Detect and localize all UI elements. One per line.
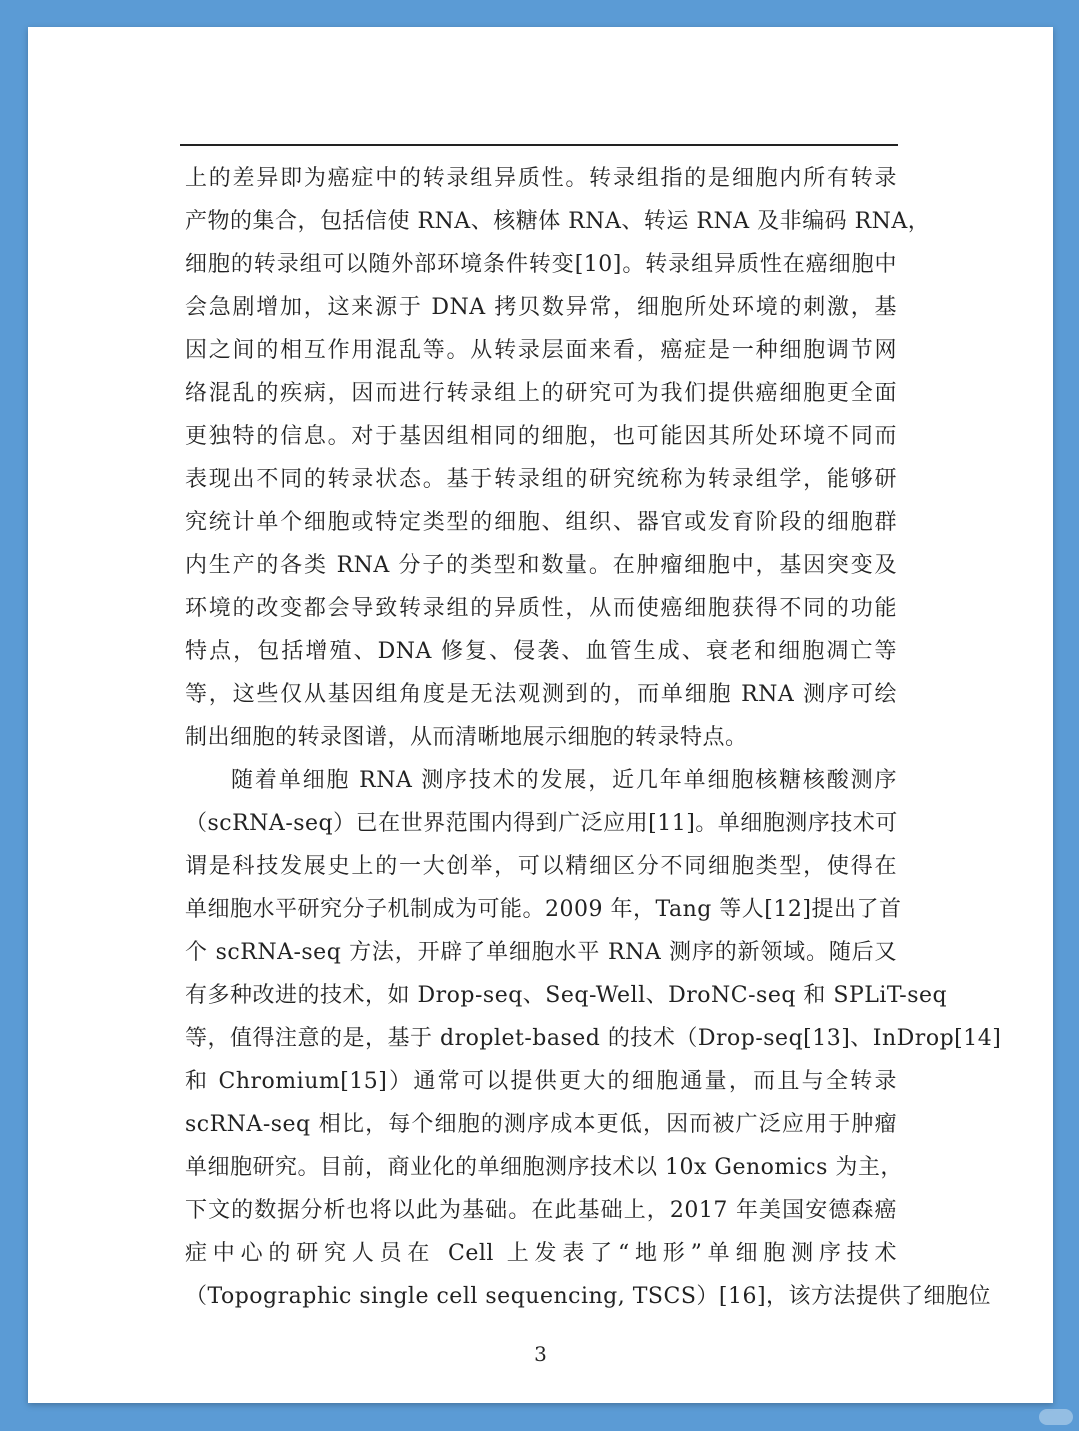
text-line: 特点，包括增殖、DNA 修复、侵袭、血管生成、衰老和细胞凋亡等 [185, 639, 897, 664]
text-line: 细胞的转录组可以随外部环境条件转变[10]。转录组异质性在癌细胞中 [185, 252, 897, 277]
document-page [28, 27, 1053, 1403]
text-line: 和 Chromium[15]）通常可以提供更大的细胞通量，而且与全转录 [185, 1069, 897, 1094]
text-line: 个 scRNA-seq 方法，开辟了单细胞水平 RNA 测序的新领域。随后又 [185, 940, 897, 965]
text-line: 因之间的相互作用混乱等。从转录层面来看，癌症是一种细胞调节网 [185, 338, 897, 363]
text-line: 上的差异即为癌症中的转录组异质性。转录组指的是细胞内所有转录 [185, 166, 897, 191]
text-line: 单细胞研究。目前，商业化的单细胞测序技术以 10x Genomics 为主， [185, 1155, 903, 1180]
text-line: 产物的集合，包括信使 RNA、核糖体 RNA、转运 RNA 及非编码 RNA， [185, 209, 931, 234]
text-line: 等，这些仅从基因组角度是无法观测到的，而单细胞 RNA 测序可绘 [185, 682, 897, 707]
text-line: 随着单细胞 RNA 测序技术的发展，近几年单细胞核糖核酸测序 [231, 768, 897, 793]
text-line: 会急剧增加，这来源于 DNA 拷贝数异常，细胞所处环境的刺激，基 [185, 295, 897, 320]
text-line: 究统计单个细胞或特定类型的细胞、组织、器官或发育阶段的细胞群 [185, 510, 897, 535]
text-line: 谓是科技发展史上的一大创举，可以精细区分不同细胞类型，使得在 [185, 854, 897, 879]
text-line: （scRNA-seq）已在世界范围内得到广泛应用[11]。单细胞测序技术可 [185, 811, 898, 836]
text-line: 有多种改进的技术，如 Drop-seq、Seq-Well、DroNC-seq 和 SPLiT-seq [185, 983, 948, 1008]
text-line: 单细胞水平研究分子机制成为可能。2009 年，Tang 等人[12]提出了首 [185, 897, 902, 922]
text-line: 更独特的信息。对于基因组相同的细胞，也可能因其所处环境不同而 [185, 424, 897, 449]
text-line: （Topographic single cell sequencing, TSCS）[16]，该方法提供了细胞位 [185, 1284, 992, 1309]
page-number: 3 [534, 1342, 547, 1366]
text-line: 等，值得注意的是，基于 droplet-based 的技术（Drop-seq[13]、InDrop[14] [185, 1026, 1002, 1051]
text-line: 环境的改变都会导致转录组的异质性，从而使癌细胞获得不同的功能 [185, 596, 897, 621]
watermark-badge [1039, 1409, 1073, 1425]
text-line: scRNA-seq 相比，每个细胞的测序成本更低，因而被广泛应用于肿瘤 [185, 1112, 897, 1137]
header-rule [180, 144, 898, 146]
text-line: 表现出不同的转录状态。基于转录组的研究统称为转录组学，能够研 [185, 467, 897, 492]
text-line: 内生产的各类 RNA 分子的类型和数量。在肿瘤细胞中，基因突变及 [185, 553, 897, 578]
text-line: 络混乱的疾病，因而进行转录组上的研究可为我们提供癌细胞更全面 [185, 381, 897, 406]
text-line: 下文的数据分析也将以此为基础。在此基础上，2017 年美国安德森癌 [185, 1198, 897, 1223]
text-line: 制出细胞的转录图谱，从而清晰地展示细胞的转录特点。 [185, 725, 748, 750]
text-line: 症中心的研究人员在 Cell 上发表了“地形”单细胞测序技术 [185, 1241, 897, 1266]
body-text [185, 157, 1002, 1318]
